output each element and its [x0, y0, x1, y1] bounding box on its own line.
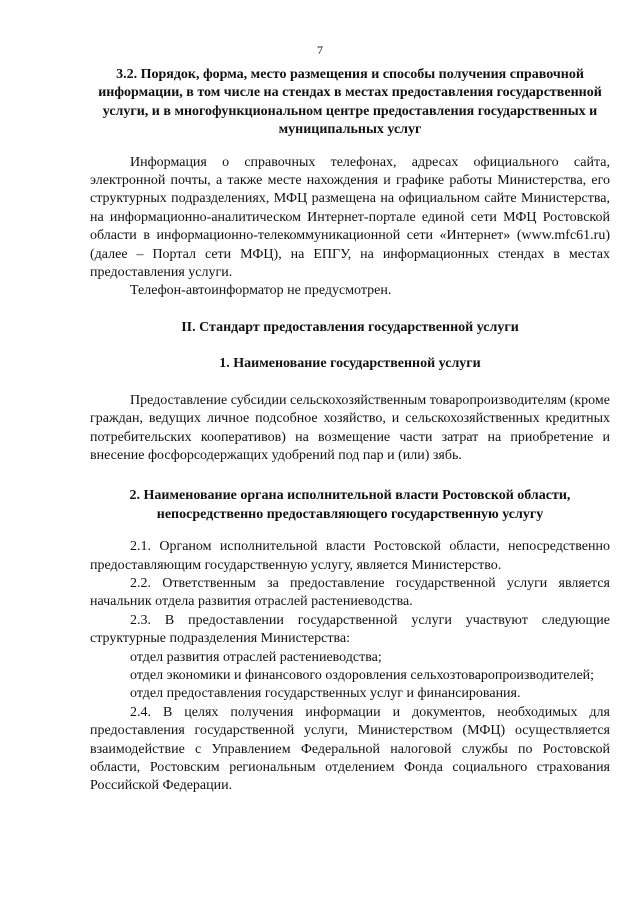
- section-2-heading: 2. Наименование органа исполнительной власти Ростовской области, непосредственно предоставляющего государственную услугу: [129, 488, 571, 522]
- paragraph-2-2: 2.2. Ответственным за предоставление государственной услуги является начальник отдела развития отраслей растениеводства.: [90, 575, 610, 610]
- paragraph-service-name: Предоставление субсидии сельскохозяйственным товаропроизводителям (кроме граждан, ведущих личное подсобное хозяйство, и сельскохозяйственных кредитных потребительских кооперативов) на возмещение части затрат на приобретение и внесение фосфорсодержащих удобрений под пар и (или) зябь.: [90, 392, 610, 463]
- paragraph-contacts-info: Информация о справочных телефонах, адресах официального сайта, электронной почты, а также месте нахождения и графике работы Министерства, его структурных подразделениях, МФЦ размещена на официальном сайте Министерства, на информационно-аналитическом Интернет-портале единой сети МФЦ Ростовской области в информационно-телекоммуникационной сети «Интернет» (www.mfc61.ru) (далее – Портал сети МФЦ), на ЕПГУ, на информационных стендах в местах предоставления услуги.: [90, 154, 610, 281]
- paragraph-2-1: 2.1. Органом исполнительной власти Ростовской области, непосредственно предоставляющим государственную услугу, является Министерство.: [90, 539, 610, 573]
- section-3-2-heading: 3.2. Порядок, форма, место размещения и способы получения справочной информации, в том числе на стендах в местах предоставления государственной услуги, и в многофункциональном центре предоставления государственных и муниципальных услуг: [98, 67, 602, 138]
- paragraph-2-3: 2.3. В предоставлении государственной услуги участвуют следующие структурные подразделения Министерства:: [90, 612, 610, 647]
- document-body: [90, 66, 610, 796]
- list-item-dept-services: отдел предоставления государственных услуг и финансирования.: [130, 686, 521, 702]
- list-item-dept-economics: отдел экономики и финансового оздоровления сельхозтоваропроизводителей;: [130, 667, 595, 683]
- page-number: 7: [317, 43, 323, 57]
- section-II-heading: II. Стандарт предоставления государственной услуги: [181, 319, 519, 335]
- paragraph-autoinformer: Телефон-автоинформатор не предусмотрен.: [130, 283, 392, 299]
- section-1-heading: 1. Наименование государственной услуги: [219, 356, 481, 372]
- list-item-dept-crops: отдел развития отраслей растениеводства;: [130, 649, 382, 665]
- paragraph-2-4: 2.4. В целях получения информации и документов, необходимых для предоставления государственной услуги, Министерством (МФЦ) осуществляется взаимодействие с Управлением Федеральной налоговой службы по Ростовской области, Ростовским региональным отделением Фонда социального страхования Российской Федерации.: [90, 704, 610, 794]
